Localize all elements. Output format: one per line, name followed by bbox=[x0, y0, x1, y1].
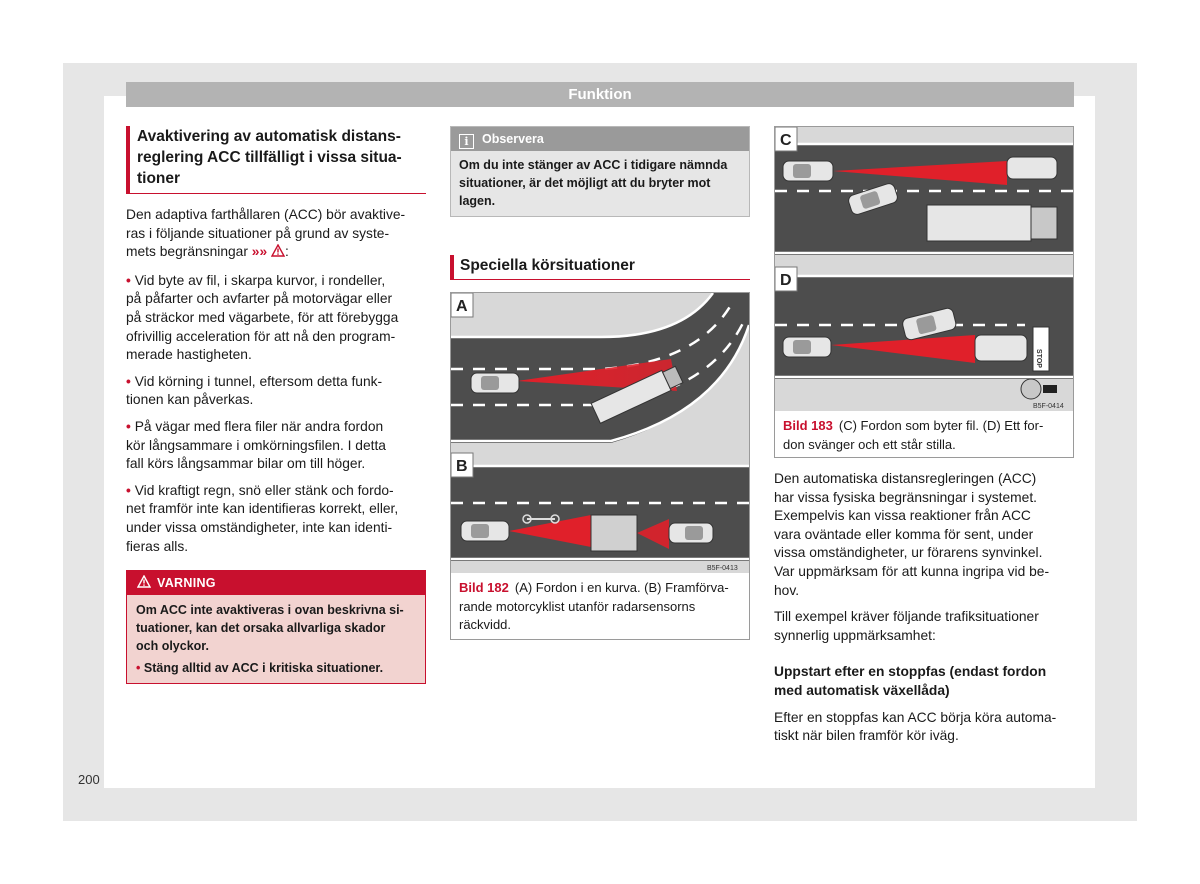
text-line: tuationer, kan det orsaka allvarliga skador bbox=[136, 621, 386, 636]
text-line: Vid kraftigt regn, snö eller stänk och fordo- bbox=[134, 482, 394, 498]
figure-code: B5F-0413 bbox=[707, 565, 738, 572]
own-car-roof bbox=[471, 524, 489, 538]
bullet-icon: • bbox=[126, 272, 131, 288]
text-line: (A) Fordon i en kurva. (B) Framförva- bbox=[514, 580, 729, 595]
text-line: Stäng alltid av ACC i kritiska situationer. bbox=[143, 661, 384, 676]
note-label: Observera bbox=[482, 132, 544, 146]
figure-code: B5F-0414 bbox=[1033, 403, 1064, 410]
list-item bbox=[126, 418, 426, 474]
figure-caption bbox=[775, 411, 1073, 460]
text-line: net framför inte kan identifieras korrekt, eller, bbox=[126, 501, 399, 517]
warning-box bbox=[126, 570, 426, 684]
figure-182 bbox=[450, 292, 750, 640]
text-line: Om ACC inte avaktiveras i ovan beskrivna si- bbox=[136, 603, 404, 618]
text-line: Var uppmärksam för att kunna ingripa vid be- bbox=[774, 563, 1050, 579]
figure-182-illustration bbox=[451, 293, 749, 573]
bullet-icon: • bbox=[136, 661, 141, 676]
title-line: Avaktivering av automatisk distans- bbox=[137, 128, 401, 145]
section-subtitle: Speciella körsituationer bbox=[450, 255, 750, 280]
text-line: mets begränsningar bbox=[126, 244, 248, 260]
text-line: och olyckor. bbox=[136, 639, 209, 654]
warning-header bbox=[127, 571, 425, 595]
stopped-car bbox=[975, 335, 1027, 361]
text-line: har vissa fysiska begränsningar i systemet. bbox=[774, 489, 1038, 505]
figure-label: Bild 182 bbox=[459, 580, 509, 595]
page-number: 200 bbox=[78, 772, 100, 787]
section-title bbox=[126, 126, 426, 194]
text-line: fieras alls. bbox=[126, 538, 189, 554]
warning-triangle-icon bbox=[137, 575, 151, 588]
figure-183 bbox=[774, 126, 1074, 458]
text-line: Om du inte stänger av ACC i tidigare nämnda bbox=[459, 158, 728, 172]
intro-paragraph: Den adaptiva farthållaren (ACC) bör avaktive- ras i följande situationer på grund av syste- mets begränsningar »» : bbox=[126, 207, 406, 260]
text-line: under vissa omständigheter, inte kan identi- bbox=[126, 519, 393, 535]
text-line: Exempelvis kan vissa reaktioner från ACC bbox=[774, 508, 1031, 524]
text-line: Vid körning i tunnel, eftersom detta funk- bbox=[134, 373, 383, 389]
list-item bbox=[126, 373, 426, 410]
right-column bbox=[774, 126, 1074, 754]
own-car-roof bbox=[793, 340, 811, 354]
text-line: vara oväntade eller komma för sent, under bbox=[774, 526, 1034, 542]
left-column bbox=[126, 126, 426, 684]
text-line: ras i följande situationer på grund av syste- bbox=[126, 225, 390, 241]
figure-label: Bild 183 bbox=[783, 418, 833, 433]
text-line: tionen kan påverkas. bbox=[126, 392, 254, 408]
text-line: räckvidd. bbox=[459, 617, 512, 632]
text-line: lagen. bbox=[459, 194, 496, 208]
truck-cab bbox=[1031, 207, 1057, 239]
continue-arrow[interactable]: »» bbox=[251, 244, 268, 260]
warning-label: VARNING bbox=[157, 576, 216, 591]
text-line: på påfarter och avfarter på motorvägar eller bbox=[126, 291, 393, 307]
list-item bbox=[126, 482, 426, 556]
lead-car bbox=[1007, 157, 1057, 179]
text-line: med automatisk växellåda) bbox=[774, 682, 950, 698]
body-paragraph bbox=[774, 470, 1074, 600]
text-line: Till exempel kräver följande trafiksituationer bbox=[774, 609, 1039, 625]
title-line: reglering ACC tillfälligt i vissa situa- bbox=[137, 149, 402, 166]
panel-d-label: D bbox=[780, 272, 792, 289]
text-line: rande motorcyklist utanför radarsensorns bbox=[459, 598, 696, 614]
lead-car-roof bbox=[685, 526, 703, 540]
stop-marking-text: STOP bbox=[1035, 349, 1042, 368]
text-line: Den automatiska distansregleringen (ACC) bbox=[774, 471, 1037, 486]
warning-triangle-icon bbox=[271, 244, 285, 257]
text-line: synnerlig uppmärksamhet: bbox=[774, 627, 936, 643]
text-line: ofrivillig acceleration för att nå den program- bbox=[126, 328, 396, 344]
traffic-light-icon bbox=[1043, 385, 1057, 393]
warning-body bbox=[127, 595, 425, 683]
figure-caption bbox=[451, 573, 749, 641]
own-car-roof bbox=[793, 164, 811, 178]
text-line: Efter en stoppfas kan ACC börja köra automa- bbox=[774, 709, 1057, 725]
text-line: Uppstart efter en stoppfas (endast fordon bbox=[774, 664, 1047, 680]
body-paragraph bbox=[774, 608, 1074, 645]
note-header bbox=[451, 127, 749, 151]
text-line: (C) Fordon som byter fil. (D) Ett for- bbox=[838, 418, 1044, 433]
own-car-roof bbox=[481, 376, 499, 390]
bullet-icon: • bbox=[126, 418, 131, 434]
text-line: situationer, är det möjligt att du bryter mot bbox=[459, 176, 711, 190]
truck bbox=[927, 205, 1031, 241]
note-body bbox=[451, 151, 749, 216]
bullet-list bbox=[126, 272, 426, 556]
panel-a-label: A bbox=[456, 298, 468, 315]
text-line: merade hastigheten. bbox=[126, 347, 252, 363]
middle-column bbox=[450, 126, 750, 640]
page-header: Funktion bbox=[126, 82, 1074, 107]
text-line: På vägar med flera filer när andra fordon bbox=[134, 418, 384, 434]
info-icon: i bbox=[459, 134, 474, 149]
text-line: vissa omständigheter, ur förarens synvinkel. bbox=[774, 545, 1043, 561]
list-item bbox=[126, 272, 426, 365]
warning-bullet bbox=[136, 659, 416, 677]
text-line: don svänger och ett står stilla. bbox=[783, 436, 956, 452]
text-line: på sträckor med vägarbete, för att förebygga bbox=[126, 309, 399, 325]
panel-b-label: B bbox=[456, 458, 468, 475]
note-box bbox=[450, 126, 750, 217]
text-line: Vid byte av fil, i skarpa kurvor, i rondeller, bbox=[134, 272, 386, 288]
bullet-icon: • bbox=[126, 482, 131, 498]
text-line: tiskt när bilen framför kör iväg. bbox=[774, 728, 959, 744]
text-line: fall körs långsammar bilar om till höger. bbox=[126, 456, 366, 472]
panel-c-label: C bbox=[780, 132, 792, 149]
text-line: Den adaptiva farthållaren (ACC) bör avaktive- bbox=[126, 207, 406, 222]
bullet-icon: • bbox=[126, 373, 131, 389]
title-line: tioner bbox=[137, 170, 181, 187]
subheading bbox=[774, 663, 1074, 700]
body-paragraph bbox=[774, 709, 1074, 746]
stop-sign-icon bbox=[1021, 379, 1041, 399]
text-line: kör långsammare i omkörningsfilen. I detta bbox=[126, 437, 386, 453]
figure-183-illustration bbox=[775, 127, 1073, 411]
text-line: hov. bbox=[774, 582, 800, 598]
van bbox=[591, 515, 637, 551]
